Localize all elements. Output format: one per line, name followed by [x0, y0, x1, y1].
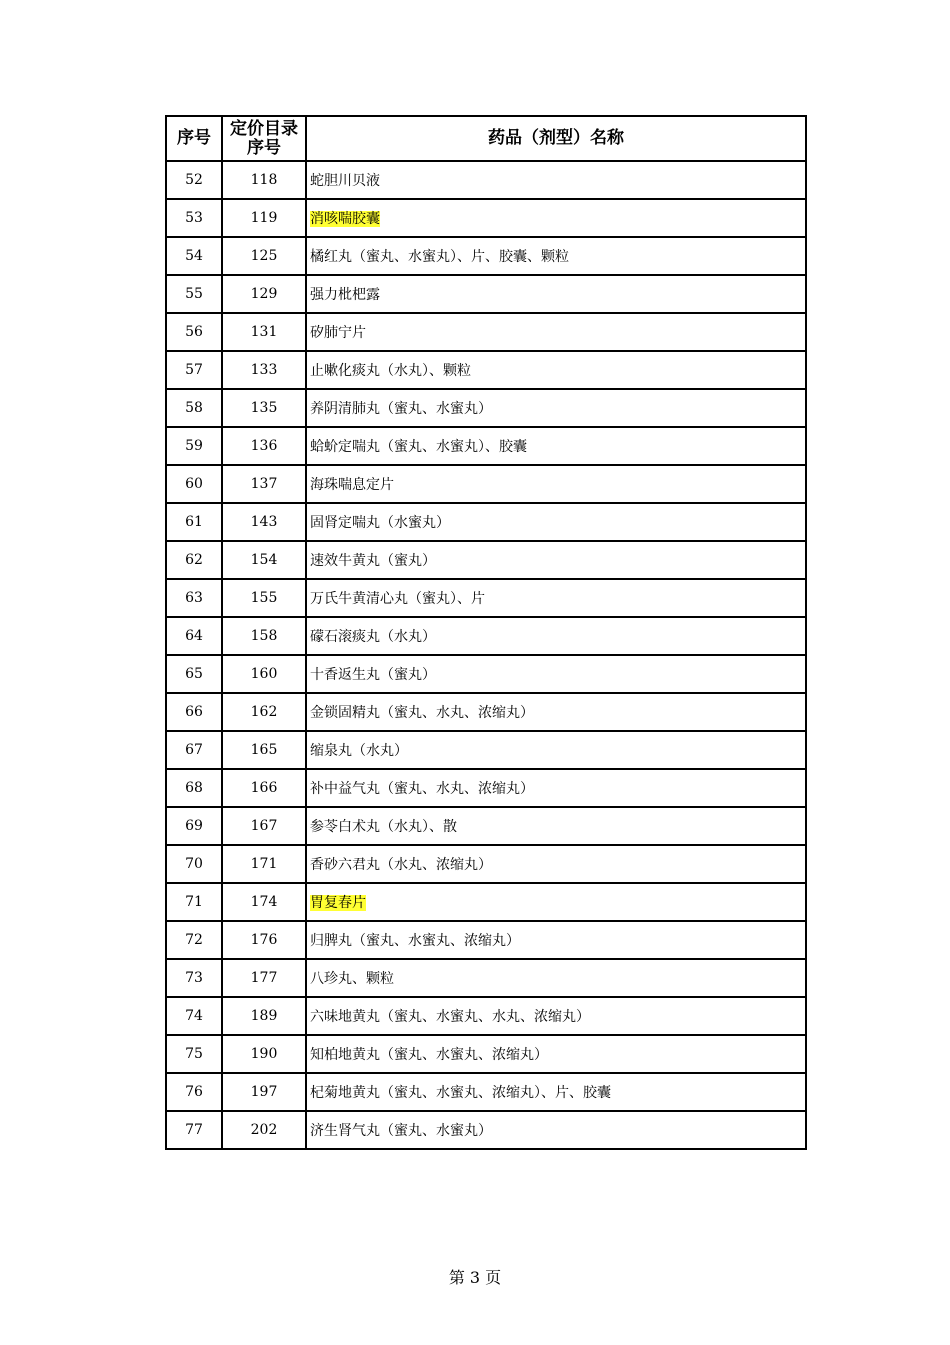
table-row: [166, 579, 806, 617]
row-seq-no: 71: [166, 883, 222, 921]
header-price-catalog-line1: 定价目录: [230, 118, 298, 139]
drug-name: 参苓白术丸（水丸）、散: [310, 819, 457, 835]
highlighted-drug-name: 胃复春片: [310, 895, 366, 911]
row-drug-name-cell: [306, 541, 806, 579]
row-seq-no: 57: [166, 351, 222, 389]
row-seq-no: 55: [166, 275, 222, 313]
row-seq-no: 54: [166, 237, 222, 275]
drug-name: 强力枇杷露: [310, 287, 380, 303]
drug-name: 香砂六君丸（水丸、浓缩丸）: [310, 857, 492, 873]
drug-name: 万氏牛黄清心丸（蜜丸）、片: [310, 591, 485, 607]
row-seq-no: 67: [166, 731, 222, 769]
row-drug-name-cell: [306, 161, 806, 199]
row-drug-name-cell: [306, 351, 806, 389]
drug-name: 知柏地黄丸（蜜丸、水蜜丸、浓缩丸）: [310, 1047, 548, 1063]
row-drug-name-cell: [306, 1035, 806, 1073]
table-row: [166, 997, 806, 1035]
drug-name: 止嗽化痰丸（水丸）、颗粒: [310, 363, 471, 379]
header-seq-no-label: 序号: [177, 128, 211, 148]
table-row: [166, 503, 806, 541]
drug-name: 蛤蚧定喘丸（蜜丸、水蜜丸）、胶囊: [310, 439, 527, 455]
drug-name: 十香返生丸（蜜丸）: [310, 667, 436, 683]
row-seq-no: 63: [166, 579, 222, 617]
row-drug-name-cell: [306, 1073, 806, 1111]
row-drug-name-cell: [306, 997, 806, 1035]
row-price-catalog-no: 177: [222, 959, 306, 997]
drug-name: 济生肾气丸（蜜丸、水蜜丸）: [310, 1123, 492, 1139]
row-drug-name-cell: [306, 845, 806, 883]
drug-name: 六味地黄丸（蜜丸、水蜜丸、水丸、浓缩丸）: [310, 1009, 590, 1025]
row-price-catalog-no: 143: [222, 503, 306, 541]
table-body: [166, 161, 806, 1149]
row-price-catalog-no: 119: [222, 199, 306, 237]
drug-name: 矽肺宁片: [310, 325, 366, 341]
row-drug-name-cell: [306, 769, 806, 807]
row-price-catalog-no: 129: [222, 275, 306, 313]
table-row: [166, 655, 806, 693]
table-row: [166, 731, 806, 769]
row-drug-name-cell: [306, 579, 806, 617]
row-price-catalog-no: 118: [222, 161, 306, 199]
header-drug-name: [306, 116, 806, 161]
row-drug-name-cell: [306, 237, 806, 275]
row-price-catalog-no: 166: [222, 769, 306, 807]
drug-name: 速效牛黄丸（蜜丸）: [310, 553, 436, 569]
row-price-catalog-no: 190: [222, 1035, 306, 1073]
row-seq-no: 53: [166, 199, 222, 237]
row-price-catalog-no: 174: [222, 883, 306, 921]
drug-name: 蛇胆川贝液: [310, 173, 380, 189]
table-row: [166, 199, 806, 237]
table-row: [166, 389, 806, 427]
row-drug-name-cell: [306, 465, 806, 503]
row-seq-no: 68: [166, 769, 222, 807]
row-drug-name-cell: [306, 959, 806, 997]
row-seq-no: 60: [166, 465, 222, 503]
table-row: [166, 617, 806, 655]
highlighted-drug-name: 消咳喘胶囊: [310, 211, 380, 227]
table-row: [166, 693, 806, 731]
row-seq-no: 65: [166, 655, 222, 693]
row-price-catalog-no: 189: [222, 997, 306, 1035]
drug-name: 金锁固精丸（蜜丸、水丸、浓缩丸）: [310, 705, 534, 721]
drug-name: 补中益气丸（蜜丸、水丸、浓缩丸）: [310, 781, 534, 797]
drug-name: 归脾丸（蜜丸、水蜜丸、浓缩丸）: [310, 933, 520, 949]
drug-name: 八珍丸、颗粒: [310, 971, 394, 987]
row-seq-no: 56: [166, 313, 222, 351]
row-price-catalog-no: 158: [222, 617, 306, 655]
row-seq-no: 76: [166, 1073, 222, 1111]
table-row: [166, 541, 806, 579]
table-row: [166, 1073, 806, 1111]
drug-name: 杞菊地黄丸（蜜丸、水蜜丸、浓缩丸）、片、胶囊: [310, 1085, 611, 1101]
table-row: [166, 465, 806, 503]
header-price-catalog-line2: 序号: [247, 137, 281, 158]
drug-name: 海珠喘息定片: [310, 477, 394, 493]
drug-name: 固肾定喘丸（水蜜丸）: [310, 515, 450, 531]
row-seq-no: 77: [166, 1111, 222, 1149]
row-seq-no: 52: [166, 161, 222, 199]
table-row: [166, 845, 806, 883]
row-price-catalog-no: 160: [222, 655, 306, 693]
row-seq-no: 73: [166, 959, 222, 997]
row-drug-name-cell: [306, 693, 806, 731]
row-drug-name-cell: [306, 617, 806, 655]
row-seq-no: 72: [166, 921, 222, 959]
table-header-row: [166, 116, 806, 161]
row-seq-no: 66: [166, 693, 222, 731]
row-price-catalog-no: 197: [222, 1073, 306, 1111]
header-seq-no: [166, 116, 222, 161]
table-row: [166, 883, 806, 921]
row-seq-no: 74: [166, 997, 222, 1035]
table-row: [166, 807, 806, 845]
row-drug-name-cell: [306, 1111, 806, 1149]
row-drug-name-cell: [306, 275, 806, 313]
row-price-catalog-no: 167: [222, 807, 306, 845]
page-number: 第 3 页: [448, 1268, 502, 1287]
row-price-catalog-no: 135: [222, 389, 306, 427]
table-row: [166, 275, 806, 313]
row-seq-no: 62: [166, 541, 222, 579]
row-drug-name-cell: [306, 503, 806, 541]
row-seq-no: 58: [166, 389, 222, 427]
drug-name: 橘红丸（蜜丸、水蜜丸）、片、胶囊、颗粒: [310, 249, 569, 265]
row-price-catalog-no: 131: [222, 313, 306, 351]
row-drug-name-cell: [306, 731, 806, 769]
row-price-catalog-no: 125: [222, 237, 306, 275]
header-price-catalog-no: [222, 116, 306, 161]
table-row: [166, 1035, 806, 1073]
row-seq-no: 75: [166, 1035, 222, 1073]
row-drug-name-cell: [306, 655, 806, 693]
row-seq-no: 70: [166, 845, 222, 883]
row-drug-name-cell: [306, 807, 806, 845]
row-price-catalog-no: 137: [222, 465, 306, 503]
row-price-catalog-no: 154: [222, 541, 306, 579]
drug-table: [165, 115, 807, 1150]
header-drug-name-label: 药品（剂型）名称: [488, 128, 624, 148]
row-seq-no: 64: [166, 617, 222, 655]
row-seq-no: 59: [166, 427, 222, 465]
row-price-catalog-no: 165: [222, 731, 306, 769]
row-drug-name-cell: [306, 199, 806, 237]
drug-name: 养阴清肺丸（蜜丸、水蜜丸）: [310, 401, 492, 417]
row-drug-name-cell: [306, 921, 806, 959]
table-row: [166, 313, 806, 351]
row-drug-name-cell: [306, 389, 806, 427]
row-price-catalog-no: 162: [222, 693, 306, 731]
row-price-catalog-no: 202: [222, 1111, 306, 1149]
table-row: [166, 427, 806, 465]
row-price-catalog-no: 136: [222, 427, 306, 465]
table-row: [166, 351, 806, 389]
table-row: [166, 921, 806, 959]
table-row: [166, 161, 806, 199]
drug-name: 缩泉丸（水丸）: [310, 743, 408, 759]
row-drug-name-cell: [306, 313, 806, 351]
table-row: [166, 1111, 806, 1149]
table-row: [166, 769, 806, 807]
table-row: [166, 237, 806, 275]
row-price-catalog-no: 133: [222, 351, 306, 389]
row-drug-name-cell: [306, 883, 806, 921]
row-drug-name-cell: [306, 427, 806, 465]
row-price-catalog-no: 155: [222, 579, 306, 617]
row-seq-no: 69: [166, 807, 222, 845]
row-seq-no: 61: [166, 503, 222, 541]
row-price-catalog-no: 171: [222, 845, 306, 883]
drug-name: 礞石滚痰丸（水丸）: [310, 629, 436, 645]
table-row: [166, 959, 806, 997]
row-price-catalog-no: 176: [222, 921, 306, 959]
